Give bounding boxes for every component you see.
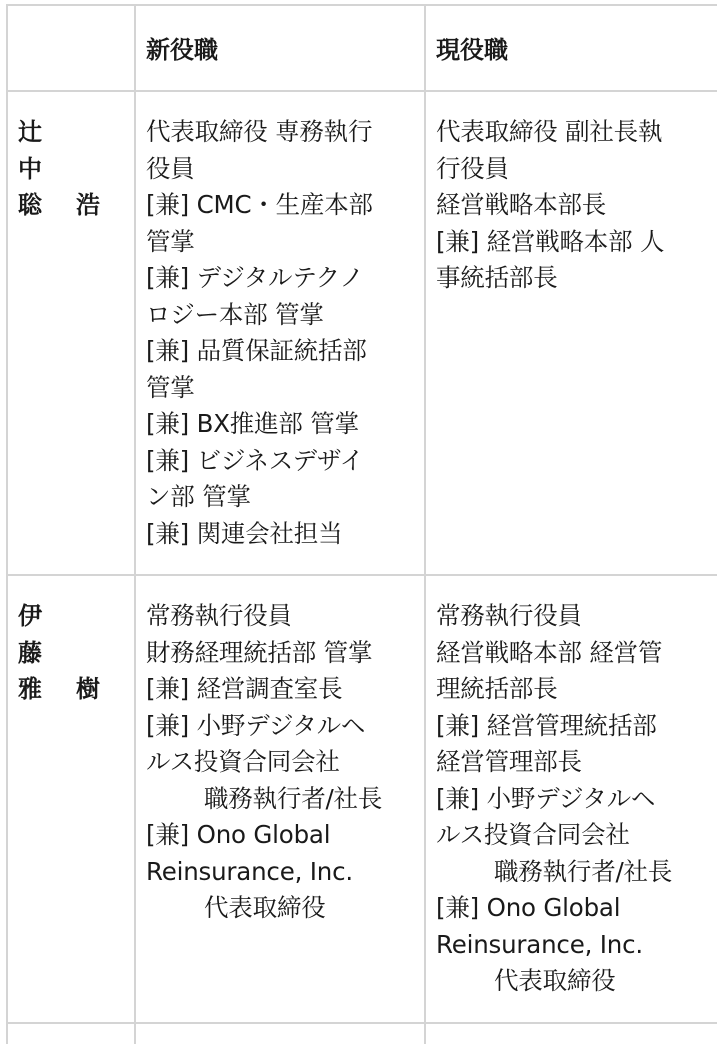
- new-role-cell: [134, 576, 424, 1022]
- role-line: [兼] CMC・生産本部: [146, 190, 373, 219]
- role-line: [兼] 関連会社担当: [146, 518, 343, 548]
- empty-cell: [424, 1024, 717, 1044]
- empty-cell: [134, 1024, 424, 1044]
- role-line: [兼] Ono Global: [436, 893, 621, 922]
- role-line: 職務執行者/社長: [204, 783, 383, 813]
- role-line: [兼] 経営戦略本部 人: [436, 226, 665, 256]
- role-line: 経営管理部長: [436, 747, 582, 776]
- role-line: [兼] 経営管理統括部: [436, 710, 657, 740]
- person-name-cell: [6, 576, 134, 1022]
- name-char: 聡: [18, 191, 42, 219]
- role-line: 代表取締役: [204, 893, 326, 922]
- person-name-cell: [6, 92, 134, 574]
- name-char: 樹: [76, 675, 100, 703]
- role-line: 財務経理統括部 管掌: [146, 637, 373, 667]
- name-char: 雅: [18, 675, 42, 703]
- role-line: 管掌: [146, 372, 195, 402]
- role-line: [兼] BX推進部 管掌: [146, 409, 359, 438]
- role-line: 代表取締役 副社長執: [436, 117, 663, 146]
- role-line: 代表取締役 専務執行: [146, 117, 373, 146]
- role-line: [兼] 経営調査室長: [146, 674, 343, 703]
- role-line: 経営戦略本部 経営管: [436, 637, 663, 667]
- role-line: 事統括部長: [436, 263, 558, 292]
- name-line: 中: [18, 154, 42, 183]
- role-line: [兼] Ono Global: [146, 820, 331, 849]
- name-line: [18, 187, 134, 224]
- role-line: [兼] デジタルテクノ: [146, 263, 364, 292]
- role-line: 経営戦略本部長: [436, 190, 607, 219]
- table-row: [6, 90, 717, 574]
- role-line: [兼] 品質保証統括部: [146, 336, 367, 365]
- role-line: ルス投資合同会社: [436, 820, 630, 849]
- role-line: 代表取締役: [494, 966, 616, 995]
- executive-changes-table: [6, 4, 717, 1044]
- role-line: [兼] 小野デジタルヘ: [146, 710, 366, 740]
- role-line: 常務執行役員: [146, 601, 292, 630]
- table-row-partial: [6, 1022, 717, 1044]
- current-role-cell: [424, 576, 717, 1022]
- header-new-role: 新役職: [134, 6, 424, 90]
- empty-cell: [6, 1024, 134, 1044]
- role-line: 役員: [146, 153, 195, 183]
- role-line: 管掌: [146, 226, 195, 256]
- current-role-cell: [424, 92, 717, 574]
- role-line: 常務執行役員: [436, 601, 582, 630]
- header-name-cell: [6, 6, 134, 90]
- role-line: 行役員: [436, 153, 509, 183]
- header-current-role: 現役職: [424, 6, 717, 90]
- role-line: [兼] ビジネスデザイ: [146, 445, 364, 475]
- name-line: 辻: [18, 118, 42, 146]
- role-line: ルス投資合同会社: [146, 747, 340, 776]
- role-line: [兼] 小野デジタルヘ: [436, 783, 656, 813]
- role-line: Reinsurance, Inc.: [436, 929, 643, 959]
- new-role-cell: [134, 92, 424, 574]
- table-header-row: [6, 4, 717, 90]
- role-line: ロジー本部 管掌: [146, 299, 324, 329]
- name-char: 浩: [76, 191, 100, 219]
- name-line: 藤: [18, 638, 42, 667]
- name-line: 伊: [18, 602, 42, 630]
- role-line: ン部 管掌: [146, 482, 251, 511]
- role-line: 理統括部長: [436, 674, 558, 703]
- role-line: Reinsurance, Inc.: [146, 856, 353, 886]
- role-line: 職務執行者/社長: [494, 856, 673, 886]
- table-row: [6, 574, 717, 1022]
- name-line: [18, 671, 134, 708]
